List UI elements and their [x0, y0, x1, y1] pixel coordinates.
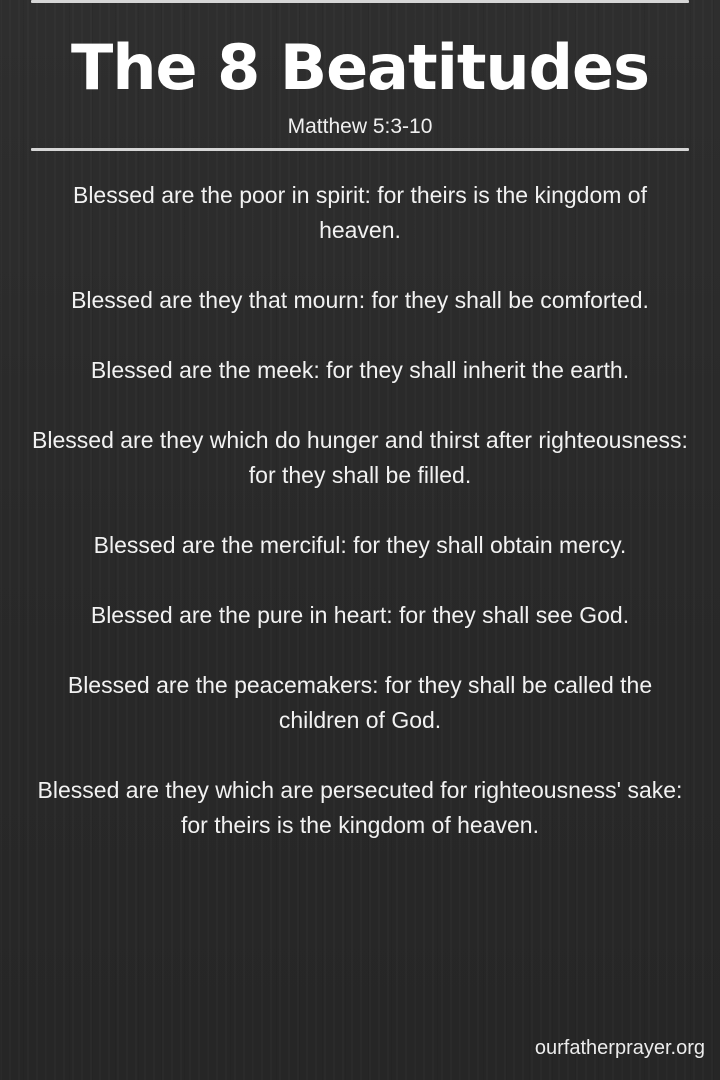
- website-credit[interactable]: ourfatherprayer.org: [534, 1037, 705, 1059]
- top-divider: [31, 0, 689, 3]
- beatitude-8: Blessed are they which are persecuted for righteousness' sake: for theirs is the kingdom of heaven.: [37, 777, 683, 838]
- beatitude-6: Blessed are the pure in heart: for they shall see God.: [90, 602, 630, 628]
- beatitude-3: Blessed are the meek: for they shall inherit the earth.: [90, 357, 630, 383]
- beatitude-2: Blessed are they that mourn: for they shall be comforted.: [71, 287, 649, 313]
- scripture-reference: Matthew 5:3-10: [287, 115, 433, 138]
- beatitude-7: Blessed are the peacemakers: for they shall be called the children of God.: [67, 672, 653, 733]
- page-title: The 8 Beatitudes: [71, 31, 649, 104]
- beatitude-4: Blessed are they which do hunger and thirst after righteousness: for they shall be filled.: [32, 427, 688, 488]
- beatitude-1: Blessed are the poor in spirit: for theirs is the kingdom of heaven.: [72, 182, 647, 243]
- header-divider: [31, 148, 689, 151]
- beatitude-5: Blessed are the merciful: for they shall obtain mercy.: [93, 532, 627, 558]
